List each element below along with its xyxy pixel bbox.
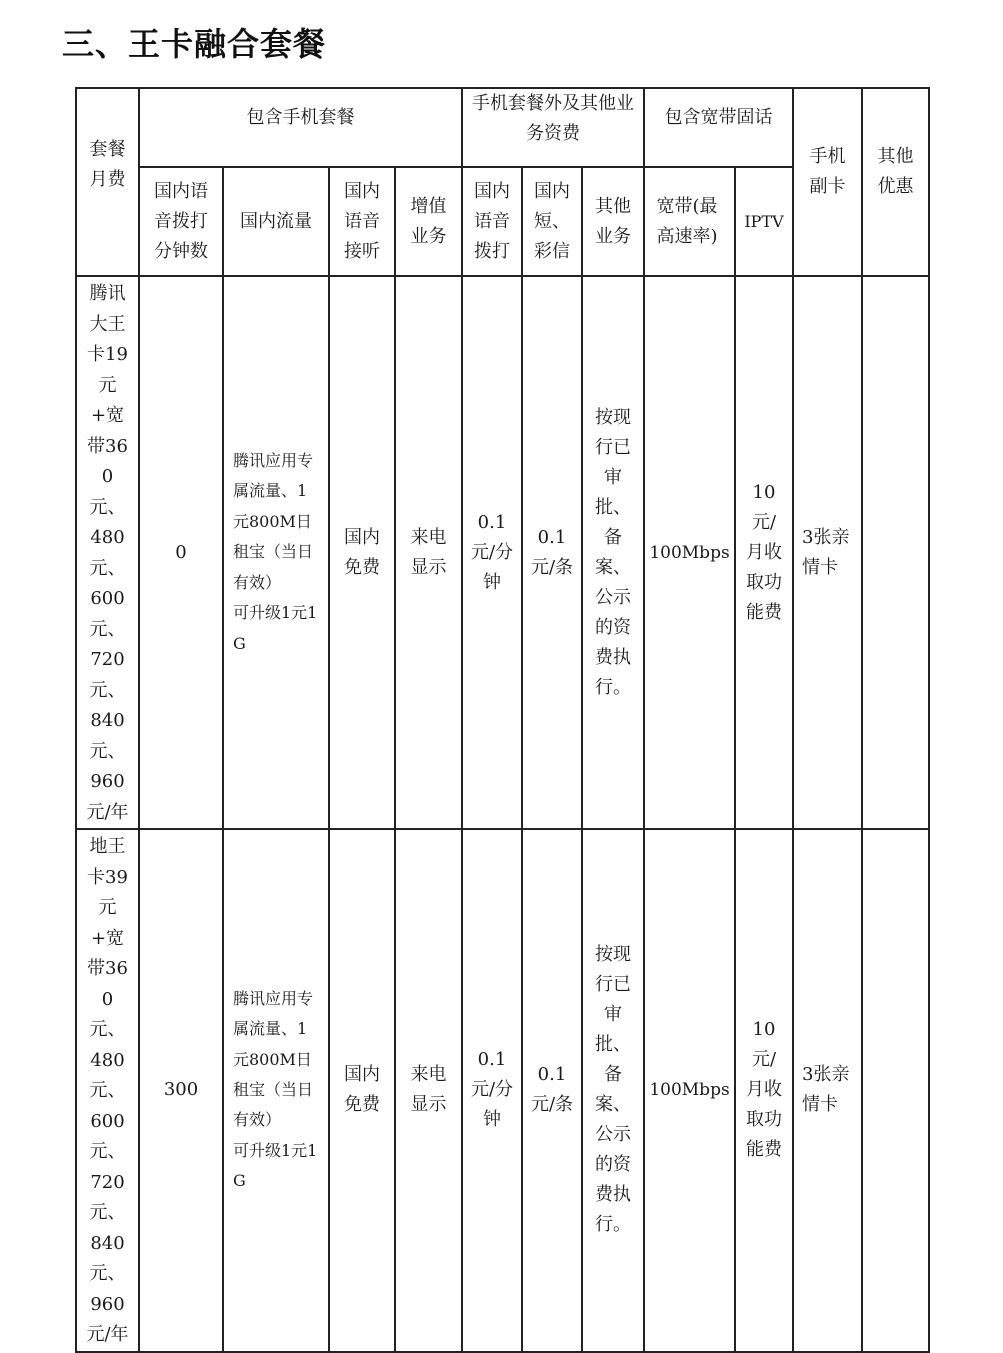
header-voice-minutes: 国内语音拨打分钟数: [139, 167, 223, 276]
fusion-plan-table: [75, 87, 930, 1353]
header-plan-fee: 套餐月费: [76, 88, 139, 276]
extra-sms-cell: 0.1元/条: [522, 276, 582, 829]
header-extra-sms: 国内短、彩信: [522, 167, 582, 276]
domestic-data-cell: 腾讯应用专属流量、1元800M日租宝（当日有效） 可升级1元1G: [223, 829, 329, 1352]
voice-minutes-cell: 300: [139, 829, 223, 1352]
header-value-added: 增值业务: [395, 167, 462, 276]
header-iptv: IPTV: [735, 167, 793, 276]
header-extra-other: 其他业务: [582, 167, 644, 276]
plan-name-cell: 地王卡39元+宽带360元、480元、600元、720元、840元、960元/年: [76, 829, 139, 1352]
sub-card-cell: 3张亲情卡: [793, 829, 862, 1352]
extra-other-cell: 按现行已审批、备案、公示的资费执行。: [582, 276, 644, 829]
header-sub-card: 手机副卡: [793, 88, 862, 276]
header-other-offers: 其他优惠: [862, 88, 929, 276]
other-offers-cell: [862, 276, 929, 829]
value-added-cell: 来电显示: [395, 829, 462, 1352]
extra-voice-cell: 0.1元/分钟: [462, 829, 522, 1352]
iptv-cell: 10元/月收取功能费: [735, 276, 793, 829]
voice-receive-cell: 国内免费: [329, 276, 395, 829]
header-extra-voice: 国内语音拨打: [462, 167, 522, 276]
value-added-cell: 来电显示: [395, 276, 462, 829]
extra-sms-cell: 0.1元/条: [522, 829, 582, 1352]
other-offers-cell: [862, 829, 929, 1352]
header-voice-receive: 国内语音接听: [329, 167, 395, 276]
header-domestic-data: 国内流量: [223, 167, 329, 276]
bandwidth-cell: 100Mbps: [644, 829, 735, 1352]
header-group-mobile: 包含手机套餐: [139, 88, 462, 167]
header-bandwidth: 宽带(最高速率): [644, 167, 735, 276]
domestic-data-cell: 腾讯应用专属流量、1元800M日租宝（当日有效） 可升级1元1G: [223, 276, 329, 829]
page-title: 三、王卡融合套餐: [62, 25, 327, 63]
extra-voice-cell: 0.1元/分钟: [462, 276, 522, 829]
plan-name-cell: 腾讯大王卡19元+宽带360元、480元、600元、720元、840元、960元/年: [76, 276, 139, 829]
sub-card-cell: 3张亲情卡: [793, 276, 862, 829]
voice-receive-cell: 国内免费: [329, 829, 395, 1352]
header-group-extra: 手机套餐外及其他业务资费: [462, 88, 644, 167]
table-row: [76, 829, 929, 1352]
header-row-1: [76, 88, 929, 167]
extra-other-cell: 按现行已审批、备案、公示的资费执行。: [582, 829, 644, 1352]
header-group-broadband: 包含宽带固话: [644, 88, 793, 167]
voice-minutes-cell: 0: [139, 276, 223, 829]
iptv-cell: 10元/月收取功能费: [735, 829, 793, 1352]
bandwidth-cell: 100Mbps: [644, 276, 735, 829]
table-row: [76, 276, 929, 829]
